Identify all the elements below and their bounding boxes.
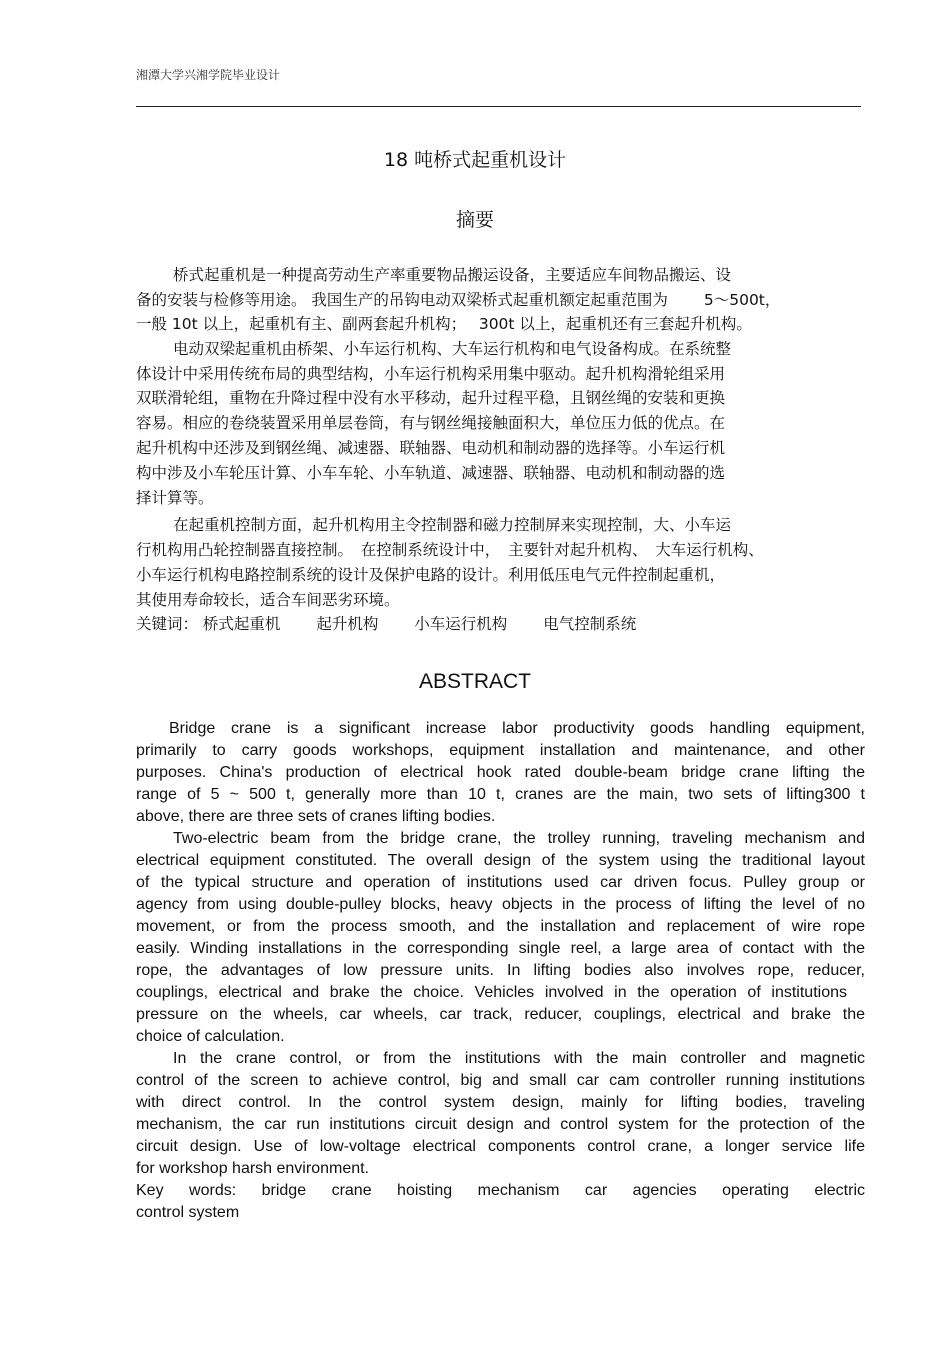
keywords-cn: 关键词： 桥式起重机 起升机构 小车运行机构 电气控制系统 bbox=[136, 615, 637, 633]
abstract-en-line: agency from using double-pulley blocks, heavy objects in the process of lifting the level of no bbox=[136, 896, 865, 913]
keywords-en-continued: control system bbox=[136, 1204, 240, 1221]
abstract-cn-line: 起升机构中还涉及到钢丝绳、减速器、联轴器、电动机和制动器的选择等。小车运行机 bbox=[136, 439, 726, 457]
abstract-cn-line: 在起重机控制方面，起升机构用主令控制器和磁力控制屏来实现控制，大、小车运 bbox=[173, 516, 732, 534]
abstract-en-line: circuit design. Use of low-voltage electrical components control crane, a longer service life bbox=[136, 1138, 865, 1155]
header-divider bbox=[136, 106, 861, 107]
abstract-en-line: rope, the advantages of low pressure units. In lifting bodies also involves rope, reducer, bbox=[136, 962, 865, 979]
abstract-en-line: Bridge crane is a significant increase labor productivity goods handling equipment, bbox=[169, 720, 865, 737]
abstract-cn-line: 体设计中采用传统布局的典型结构，小车运行机构采用集中驱动。起升机构滑轮组采用 bbox=[136, 365, 726, 383]
abstract-en-paragraph-1 bbox=[136, 718, 865, 1224]
abstract-en-line: In the crane control, or from the institutions with the main controller and magnetic bbox=[173, 1050, 865, 1067]
abstract-en-line: movement, or from the process smooth, and the installation and replacement of wire rope bbox=[136, 918, 865, 935]
abstract-en-line: primarily to carry goods workshops, equipment installation and maintenance, and other bbox=[136, 742, 865, 759]
abstract-en-line: easily. Winding installations in the corresponding single reel, a large area of contact with the bbox=[136, 940, 865, 957]
abstract-en-line: control of the screen to achieve control, big and small car cam controller running institutions bbox=[136, 1072, 865, 1089]
abstract-en-heading: ABSTRACT bbox=[418, 670, 531, 693]
abstract-cn-line: 其使用寿命较长，适合车间恶劣环境。 bbox=[136, 591, 400, 609]
abstract-cn-line: 小车运行机构电路控制系统的设计及保护电路的设计。利用低压电气元件控制起重机， bbox=[136, 566, 726, 584]
abstract-cn-line: 构中涉及小车轮压计算、小车车轮、小车轨道、减速器、联轴器、电动机和制动器的选 bbox=[136, 464, 726, 482]
abstract-cn-line: 一般 10t 以上，起重机有主、副两套起升机构； 300t 以上，起重机还有三套起升机构。 bbox=[136, 315, 752, 333]
abstract-en-line: Two-electric beam from the bridge crane, the trolley running, traveling mechanism and bbox=[173, 830, 865, 847]
abstract-cn-line: 双联滑轮组，重物在升降过程中没有水平移动，起升过程平稳，且钢丝绳的安装和更换 bbox=[136, 389, 726, 407]
abstract-cn-line: 电动双梁起重机由桥架、小车运行机构、大车运行机构和电气设备构成。在系统整 bbox=[173, 340, 732, 358]
abstract-en-line: of the typical structure and operation of institutions used car driven focus. Pulley group or bbox=[136, 874, 865, 891]
abstract-cn-line: 行机构用凸轮控制器直接控制。 在控制系统设计中， 主要针对起升机构、 大车运行机构、 bbox=[136, 541, 764, 559]
running-header: 湘潭大学兴湘学院毕业设计 bbox=[136, 68, 281, 82]
abstract-cn-line: 容易。相应的卷绕装置采用单层卷筒，有与钢丝绳接触面积大，单位压力低的优点。在 bbox=[136, 414, 726, 432]
abstract-en-line: electrical equipment constituted. The overall design of the system using the traditional layout bbox=[136, 852, 865, 869]
document-title: 18 吨桥式起重机设计 bbox=[383, 149, 567, 171]
abstract-en-line: above, there are three sets of cranes lifting bodies. bbox=[136, 808, 496, 825]
abstract-en-line: range of 5 ~ 500 t, generally more than 10 t, cranes are the main, two sets of lifting300 t bbox=[136, 786, 865, 803]
abstract-en-line: pressure on the wheels, car wheels, car track, reducer, couplings, electrical and brake the bbox=[136, 1006, 865, 1023]
abstract-cn-heading: 摘要 bbox=[455, 209, 494, 231]
abstract-cn-line: 择计算等。 bbox=[136, 489, 214, 507]
abstract-en-line: mechanism, the car run institutions circuit design and control system for the protection of the bbox=[136, 1116, 865, 1133]
abstract-en-line: couplings, electrical and brake the choice. Vehicles involved in the operation of institutions bbox=[136, 984, 847, 1001]
keywords-en: Key words: bridge crane hoisting mechanism car agencies operating electric bbox=[136, 1182, 865, 1199]
abstract-cn-line: 备的安装与检修等用途。 我国生产的吊钩电动双梁桥式起重机额定起重范围为 5～500t， bbox=[136, 291, 781, 309]
abstract-en-line: for workshop harsh environment. bbox=[136, 1160, 369, 1177]
abstract-en-line: purposes. China's production of electrical hook rated double-beam bridge crane lifting the bbox=[136, 764, 865, 781]
abstract-cn-line: 桥式起重机是一种提高劳动生产率重要物品搬运设备，主要适应车间物品搬运、设 bbox=[173, 266, 732, 284]
abstract-en-line: choice of calculation. bbox=[136, 1028, 285, 1045]
abstract-en-line: with direct control. In the control system design, mainly for lifting bodies, traveling bbox=[136, 1094, 865, 1111]
